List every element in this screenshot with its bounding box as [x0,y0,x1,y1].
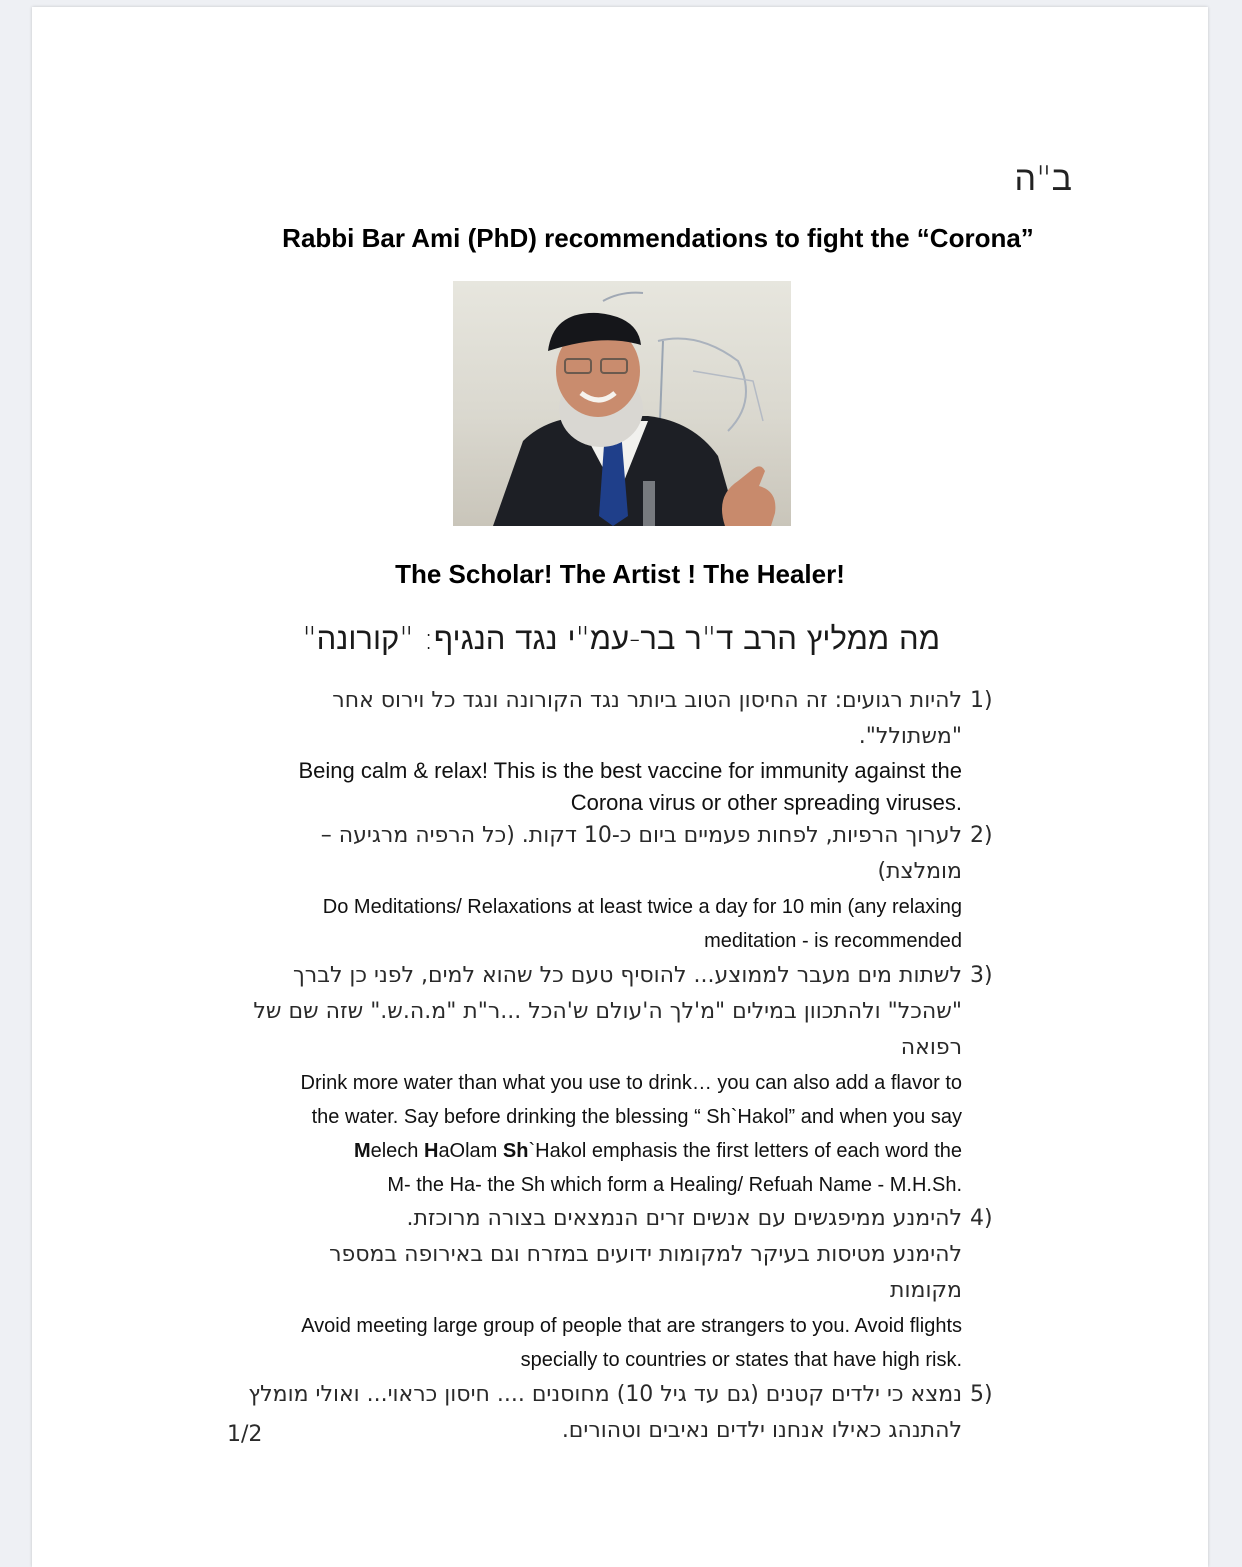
text-fragment: elech [370,1140,424,1162]
emphasis-letter: H [423,1140,439,1162]
english-text: M- the Ha- the Sh which form a Healing/ Refuah Name - M.H.Sh. [387,1174,962,1196]
english-text: specially to countries or states that have high risk. [520,1349,962,1371]
hebrew-heading: מה ממליץ הרב ד"ר בר-עמ"י נגד הנגיף: "קורונה" [302,621,940,657]
hebrew-text: "שהכל" ולהתכוון במילים "מ'לך ה'עולם ש'הכל ...ר"ת "מ.ה.ש." שזה שם של [253,999,962,1024]
english-text: Corona virus or other spreading viruses. [570,790,962,815]
hebrew-text: להימנע מטיסות בעיקר למקומות ידועים במזרח וגם באירופה במספר [329,1242,962,1267]
item-number: 4) [970,1206,993,1231]
english-text: meditation - is recommended [704,930,962,952]
hebrew-text: מקומות [890,1278,962,1303]
page-number: 1/2 [227,1422,263,1447]
text-fragment: `Hakol emphasis the first letters of each word the [528,1140,962,1162]
hebrew-text: מומלצת) [877,859,962,884]
hebrew-text: לערוך הרפיות, לפחות פעמיים ביום כ-10 דקות. (כל הרפיה מרגיעה – [320,823,962,848]
hebrew-text: "משתולל". [858,724,962,749]
rabbi-photo [453,281,791,526]
item-number: 5) [970,1382,993,1407]
hebrew-text: לשתות מים מעבר לממוצע... להוסיף טעם כל שהוא למים, לפני כן לברך [292,963,962,988]
item-number: 2) [970,823,993,848]
hebrew-text: נמצא כי ילדים קטנים (גם עד גיל 10) מחוסנים .... חיסון כראוי... ואולי מומלץ [248,1382,962,1407]
english-text: Drink more water than what you use to drink… you can also add a flavor to [300,1072,962,1094]
text-fragment: aOlam [438,1140,503,1162]
document-title: Rabbi Bar Ami (PhD) recommendations to fight the “Corona” [282,223,1034,253]
emphasis-letter: Sh [502,1140,529,1162]
hebrew-text: להתנהג כאילו אנחנו ילדים נאיבים וטהורים. [561,1418,962,1443]
english-text: Do Meditations/ Relaxations at least twice a day for 10 min (any relaxing [322,896,962,918]
hebrew-text: להיות רגועים: זה החיסון הטוב ביותר נגד הקורונה ונגד כל וירוס אחר [332,688,962,713]
item-number: 3) [970,963,993,988]
bh-header: ב"ה [1014,159,1072,199]
hebrew-text: רפואה [900,1035,962,1060]
item-number: 1) [970,688,993,713]
english-text: the water. Say before drinking the blessing “ Sh`Hakol” and when you say [311,1106,962,1128]
document-page [32,7,1208,1567]
emphasis-letter: M [353,1140,371,1162]
hebrew-text: להימנע ממיפגשים עם אנשים זרים הנמצאים בצורה מרוכזת. [406,1206,962,1231]
english-text: Being calm & relax! This is the best vaccine for immunity against the [298,758,962,783]
english-text: Avoid meeting large group of people that are strangers to you. Avoid flights [301,1315,962,1337]
english-text-emphasis [222,1134,962,1168]
document-subtitle: The Scholar! The Artist ! The Healer! [395,559,845,589]
